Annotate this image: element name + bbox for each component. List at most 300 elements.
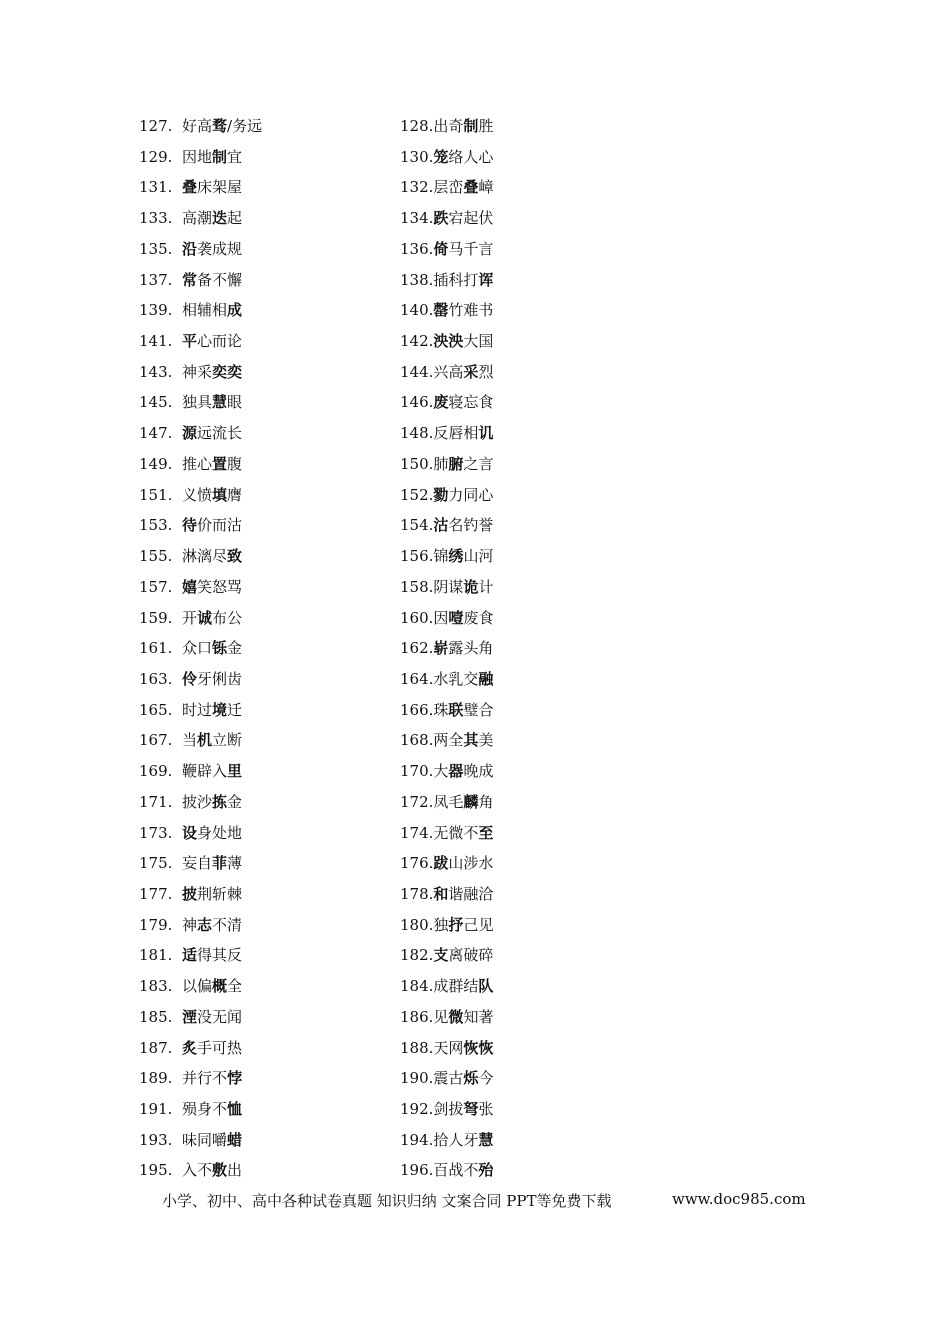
idiom-number: 194. [400,1130,434,1149]
idiom-key-character: 志 [197,915,213,934]
idiom-entry-right [400,234,493,265]
idiom-key-character: 慧 [478,1130,494,1149]
idiom-number: 154. [400,516,434,535]
idiom-number: 196. [400,1161,434,1180]
idiom-entry-left [139,787,242,818]
idiom-text-after: 谐融洽 [448,884,494,903]
idiom-number: 156. [400,547,434,566]
idiom-entry-left [139,818,242,849]
idiom-text-after: 迁 [227,700,243,719]
idiom-entry-left [139,265,242,296]
idiom-number: 159. [139,608,173,627]
idiom-key-character: 披 [182,884,198,903]
idiom-entry-left [139,1002,242,1033]
idiom-entry-left [139,572,242,603]
idiom-text-before: 淋漓尽 [182,547,228,566]
idiom-key-character: 待 [182,516,198,535]
idiom-entry-left [139,1125,242,1156]
idiom-text-before: 兴高 [433,362,464,381]
idiom-text-after: 山涉水 [448,854,494,873]
idiom-key-character: 支 [433,946,449,965]
idiom-key-character: 勠 [433,485,449,504]
idiom-entry-left [139,111,262,142]
idiom-row [0,111,950,142]
idiom-key-character: 里 [227,762,243,781]
idiom-key-character: 烁 [463,1069,479,1088]
idiom-row [0,326,950,357]
idiom-row [0,510,950,541]
idiom-entry-left [139,357,242,388]
idiom-key-character: 泱泱 [433,332,464,351]
idiom-text-after: 嶂 [478,178,494,197]
idiom-row [0,664,950,695]
idiom-text-before: 神 [182,915,198,934]
idiom-number: 183. [139,977,173,996]
footer-website-link[interactable]: www.doc985.com [672,1190,806,1208]
idiom-number: 139. [139,301,173,320]
idiom-text-before: 推心 [182,454,213,473]
idiom-key-character: 罄 [433,301,449,320]
idiom-row [0,572,950,603]
idiom-number: 189. [139,1069,173,1088]
idiom-entry-right [400,848,493,879]
idiom-text-after: 牙俐齿 [197,669,243,688]
idiom-text-after: 不清 [212,915,243,934]
idiom-entry-right [400,418,493,449]
idiom-entry-right [400,326,493,357]
idiom-text-before: 震古 [433,1069,464,1088]
idiom-text-after: 价而沽 [197,516,243,535]
idiom-text-before: 时过 [182,700,213,719]
idiom-text-before: 好高 [182,117,213,135]
idiom-number: 164. [400,669,434,688]
idiom-number: 166. [400,700,434,719]
idiom-row [0,879,950,910]
idiom-number: 182. [400,946,434,965]
idiom-entry-right [400,295,493,326]
idiom-number: 157. [139,577,173,596]
idiom-key-character: 平 [182,332,198,351]
idiom-text-before: 大 [433,762,449,781]
idiom-row [0,418,950,449]
idiom-entry-left [139,603,242,634]
idiom-entry-left [139,756,242,787]
idiom-entry-right [400,971,493,1002]
idiom-entry-left [139,172,242,203]
footer-text: 小学、初中、高中各种试卷真题 知识归纳 文案合同 PPT等免费下载 [162,1192,612,1210]
idiom-text-after: 心而论 [197,332,243,351]
idiom-number: 142. [400,332,434,351]
idiom-text-after: 宕起伏 [448,209,494,228]
idiom-number: 134. [400,209,434,228]
idiom-row [0,1094,950,1125]
idiom-text-after: 晚成 [463,762,494,781]
idiom-key-character: 崭 [433,639,449,658]
idiom-number: 187. [139,1038,173,1057]
idiom-number: 180. [400,915,434,934]
idiom-key-character: 常 [182,270,198,289]
idiom-text-after: 寝忘食 [448,393,494,412]
idiom-text-before: 珠 [433,700,449,719]
idiom-number: 169. [139,762,173,781]
idiom-number: 130. [400,147,434,166]
idiom-entry-left [139,725,242,756]
idiom-text-before: 凤毛 [433,792,464,811]
idiom-entry-left [139,1033,242,1064]
idiom-entry-right [400,695,493,726]
idiom-text-after: 山河 [463,547,494,566]
idiom-text-after: 今 [478,1069,494,1088]
idiom-number: 158. [400,577,434,596]
idiom-key-character: 制 [212,147,228,166]
idiom-text-before: 成群结 [433,977,479,996]
idiom-entry-right [400,572,493,603]
idiom-text-after: 璧合 [463,700,494,719]
idiom-text-after: 立断 [212,731,243,750]
idiom-number: 140. [400,301,434,320]
idiom-row [0,633,950,664]
idiom-key-character: 敷 [212,1161,228,1180]
idiom-text-after: 全 [227,977,243,996]
idiom-number: 174. [400,823,434,842]
idiom-number: 135. [139,239,173,258]
idiom-text-after: 布公 [212,608,243,627]
idiom-key-character: 采 [463,362,479,381]
idiom-entry-right [400,787,493,818]
idiom-key-character: 机 [197,731,213,750]
idiom-key-character: 概 [212,977,228,996]
idiom-text-before: 独 [433,915,449,934]
idiom-key-character: 和 [433,884,449,903]
idiom-row [0,848,950,879]
idiom-row [0,818,950,849]
idiom-number: 170. [400,762,434,781]
idiom-row [0,971,950,1002]
idiom-key-character: 抒 [448,915,464,934]
idiom-key-character: 湮 [182,1007,198,1026]
idiom-row [0,357,950,388]
idiom-key-character: 殆 [478,1161,494,1180]
idiom-key-character: 至 [478,823,494,842]
idiom-number: 192. [400,1100,434,1118]
idiom-text-before: 阴谋 [433,577,464,596]
idiom-key-character: 致 [227,547,243,566]
idiom-row [0,787,950,818]
idiom-text-after: 大国 [463,332,494,351]
idiom-row [0,203,950,234]
idiom-row [0,172,950,203]
idiom-text-after: 络人心 [448,147,494,166]
idiom-number: 149. [139,454,173,473]
idiom-entry-right [400,449,493,480]
idiom-number: 141. [139,332,173,351]
idiom-entry-right [400,664,493,695]
idiom-entry-left [139,910,242,941]
idiom-text-after: 计 [478,577,494,596]
idiom-key-character: 器 [448,762,464,781]
idiom-key-character: 废 [433,393,449,412]
idiom-number: 147. [139,424,173,443]
idiom-key-character: 适 [182,946,198,965]
idiom-text-before: 妄自 [182,854,213,873]
idiom-text-after: 腹 [227,454,243,473]
idiom-text-after: 薄 [227,854,243,873]
idiom-number: 151. [139,485,173,504]
idiom-text-after: 眼 [227,393,243,412]
idiom-text-after: 烈 [478,362,494,381]
idiom-number: 178. [400,884,434,903]
idiom-entry-right [400,1094,493,1125]
idiom-key-character: 恢恢 [463,1038,494,1057]
idiom-number: 173. [139,823,173,842]
idiom-key-character: 跋 [433,854,449,873]
idiom-text-after: 得其反 [197,946,243,965]
idiom-number: 129. [139,147,173,166]
idiom-key-character: 诨 [478,270,494,289]
idiom-number: 127. [139,117,173,135]
idiom-number: 181. [139,946,173,965]
idiom-number: 150. [400,454,434,473]
idiom-key-character: 慧 [212,393,228,412]
idiom-key-character: 设 [182,823,198,842]
idiom-text-after: 之言 [463,454,494,473]
idiom-number: 143. [139,362,173,381]
idiom-number: 146. [400,393,434,412]
idiom-key-character: 伶 [182,669,198,688]
idiom-key-character: 叠 [463,178,479,197]
idiom-key-character: 融 [478,669,494,688]
idiom-key-character: 队 [478,977,494,996]
idiom-row [0,725,950,756]
idiom-entry-right [400,541,493,572]
idiom-entry-left [139,971,242,1002]
idiom-key-character: 嬉 [182,577,198,596]
idiom-text-before: 水乳交 [433,669,479,688]
idiom-text-after: 废食 [463,608,494,627]
idiom-text-after: 手可热 [197,1038,243,1057]
idiom-entry-right [400,603,493,634]
idiom-entry-left [139,695,242,726]
idiom-text-after: 名钓誉 [448,516,494,535]
idiom-number: 162. [400,639,434,658]
idiom-text-before: 反唇相 [433,424,479,443]
idiom-text-after: 床架屋 [197,178,243,197]
idiom-text-after: 胜 [478,117,494,135]
idiom-entry-left [139,1063,242,1094]
idiom-text-after: 身处地 [197,823,243,842]
idiom-number: 153. [139,516,173,535]
idiom-entry-left [139,480,242,511]
idiom-key-character: 笼 [433,147,449,166]
idiom-entry-left [139,848,242,879]
idiom-text-before: 剑拔 [433,1100,464,1118]
idiom-key-character: 叠 [182,178,198,197]
idiom-number: 186. [400,1007,434,1026]
idiom-text-before: 插科打 [433,270,479,289]
idiom-row [0,695,950,726]
idiom-key-character: 菲 [212,854,228,873]
idiom-key-character: 铄 [212,639,228,658]
idiom-text-after: 美 [478,731,494,750]
idiom-key-character: 联 [448,700,464,719]
idiom-text-after: 起 [227,209,243,228]
idiom-text-before: 众口 [182,639,213,658]
idiom-number: 168. [400,731,434,750]
idiom-number: 128. [400,117,434,135]
idiom-text-after: 没无闻 [197,1007,243,1026]
idiom-row [0,480,950,511]
idiom-text-after: 金 [227,792,243,811]
idiom-number: 161. [139,639,173,658]
idiom-key-character: 弩 [463,1100,479,1118]
idiom-entry-right [400,265,493,296]
idiom-text-after: /务远 [227,117,263,135]
idiom-text-before: 相辅相 [182,301,228,320]
idiom-text-after: 宜 [227,147,243,166]
idiom-entry-right [400,879,493,910]
idiom-text-after: 出 [227,1161,243,1180]
idiom-row [0,541,950,572]
idiom-text-before: 无微不 [433,823,479,842]
idiom-entry-right [400,510,493,541]
idiom-entry-right [400,142,493,173]
idiom-key-character: 绣 [448,547,464,566]
idiom-row [0,234,950,265]
idiom-key-character: 诡 [463,577,479,596]
idiom-entry-right [400,1033,493,1064]
idiom-entry-left [139,1094,242,1125]
idiom-key-character: 沽 [433,516,449,535]
idiom-entry-right [400,111,493,142]
idiom-entry-right [400,1155,493,1186]
idiom-text-before: 见 [433,1007,449,1026]
idiom-text-after: 金 [227,639,243,658]
idiom-key-character: 微 [448,1007,464,1026]
idiom-entry-left [139,449,242,480]
idiom-key-character: 境 [212,700,228,719]
idiom-number: 176. [400,854,434,873]
idiom-text-before: 开 [182,608,198,627]
idiom-text-before: 味同嚼 [182,1130,228,1149]
idiom-text-before: 高潮 [182,209,213,228]
idiom-text-after: 离破碎 [448,946,494,965]
idiom-number: 185. [139,1007,173,1026]
idiom-entry-right [400,910,493,941]
idiom-key-character: 迭 [212,209,228,228]
idiom-text-before: 神采 [182,362,213,381]
idiom-text-after: 张 [478,1100,494,1118]
idiom-entry-right [400,203,493,234]
idiom-text-before: 肺 [433,454,449,473]
idiom-entry-right [400,633,493,664]
idiom-text-after: 远流长 [197,424,243,443]
idiom-text-after: 笑怒骂 [197,577,243,596]
idiom-key-character: 恤 [227,1100,243,1118]
idiom-number: 191. [139,1100,173,1118]
idiom-text-before: 百战不 [433,1161,479,1180]
idiom-number: 163. [139,669,173,688]
idiom-entry-left [139,633,242,664]
idiom-key-character: 沿 [182,239,198,258]
idiom-row [0,387,950,418]
idiom-key-character: 讥 [478,424,494,443]
idiom-number: 136. [400,239,434,258]
idiom-key-character: 奕奕 [212,362,243,381]
idiom-entry-left [139,940,242,971]
idiom-key-character: 拣 [212,792,228,811]
idiom-entry-left [139,387,242,418]
idiom-key-character: 成 [227,301,243,320]
idiom-number: 184. [400,977,434,996]
idiom-entry-right [400,1125,493,1156]
idiom-key-character: 填 [212,485,228,504]
idiom-text-before: 天网 [433,1038,464,1057]
idiom-key-character: 腑 [448,454,464,473]
idiom-text-before: 鞭辟入 [182,762,228,781]
idiom-entry-right [400,725,493,756]
idiom-number: 133. [139,209,173,228]
idiom-text-after: 角 [478,792,494,811]
idiom-number: 152. [400,485,434,504]
idiom-text-after: 膺 [227,485,243,504]
idiom-entry-right [400,1063,493,1094]
idiom-key-character: 跌 [433,209,449,228]
idiom-text-before: 两全 [433,731,464,750]
idiom-number: 172. [400,792,434,811]
idiom-number: 195. [139,1161,173,1180]
idiom-number: 137. [139,270,173,289]
idiom-entry-right [400,756,493,787]
idiom-number: 179. [139,915,173,934]
idiom-key-character: 骛 [212,117,228,135]
idiom-key-character: 置 [212,454,228,473]
idiom-number: 177. [139,884,173,903]
idiom-text-before: 并行不 [182,1069,228,1088]
idiom-text-after: 己见 [463,915,494,934]
idiom-entry-right [400,818,493,849]
idiom-key-character: 悖 [227,1069,243,1088]
idiom-entry-right [400,387,493,418]
idiom-text-before: 独具 [182,393,213,412]
idiom-row [0,940,950,971]
idiom-number: 132. [400,178,434,197]
idiom-text-after: 露头角 [448,639,494,658]
idiom-entry-left [139,142,242,173]
idiom-text-before: 因地 [182,147,213,166]
idiom-key-character: 麟 [463,792,479,811]
idiom-number: 131. [139,178,173,197]
idiom-number: 175. [139,854,173,873]
idiom-entry-right [400,1002,493,1033]
idiom-row [0,603,950,634]
idiom-number: 190. [400,1069,434,1088]
idiom-text-before: 以偏 [182,977,213,996]
idiom-number: 155. [139,547,173,566]
idiom-number: 171. [139,792,173,811]
idiom-entry-left [139,203,242,234]
idiom-entry-left [139,879,242,910]
idiom-row [0,1033,950,1064]
idiom-text-before: 层峦 [433,178,464,197]
idiom-entry-right [400,172,493,203]
idiom-row [0,756,950,787]
idiom-row [0,449,950,480]
idiom-number: 165. [139,700,173,719]
idiom-number: 160. [400,608,434,627]
idiom-text-after: 马千言 [448,239,494,258]
idiom-entry-left [139,541,242,572]
idiom-entry-right [400,940,493,971]
